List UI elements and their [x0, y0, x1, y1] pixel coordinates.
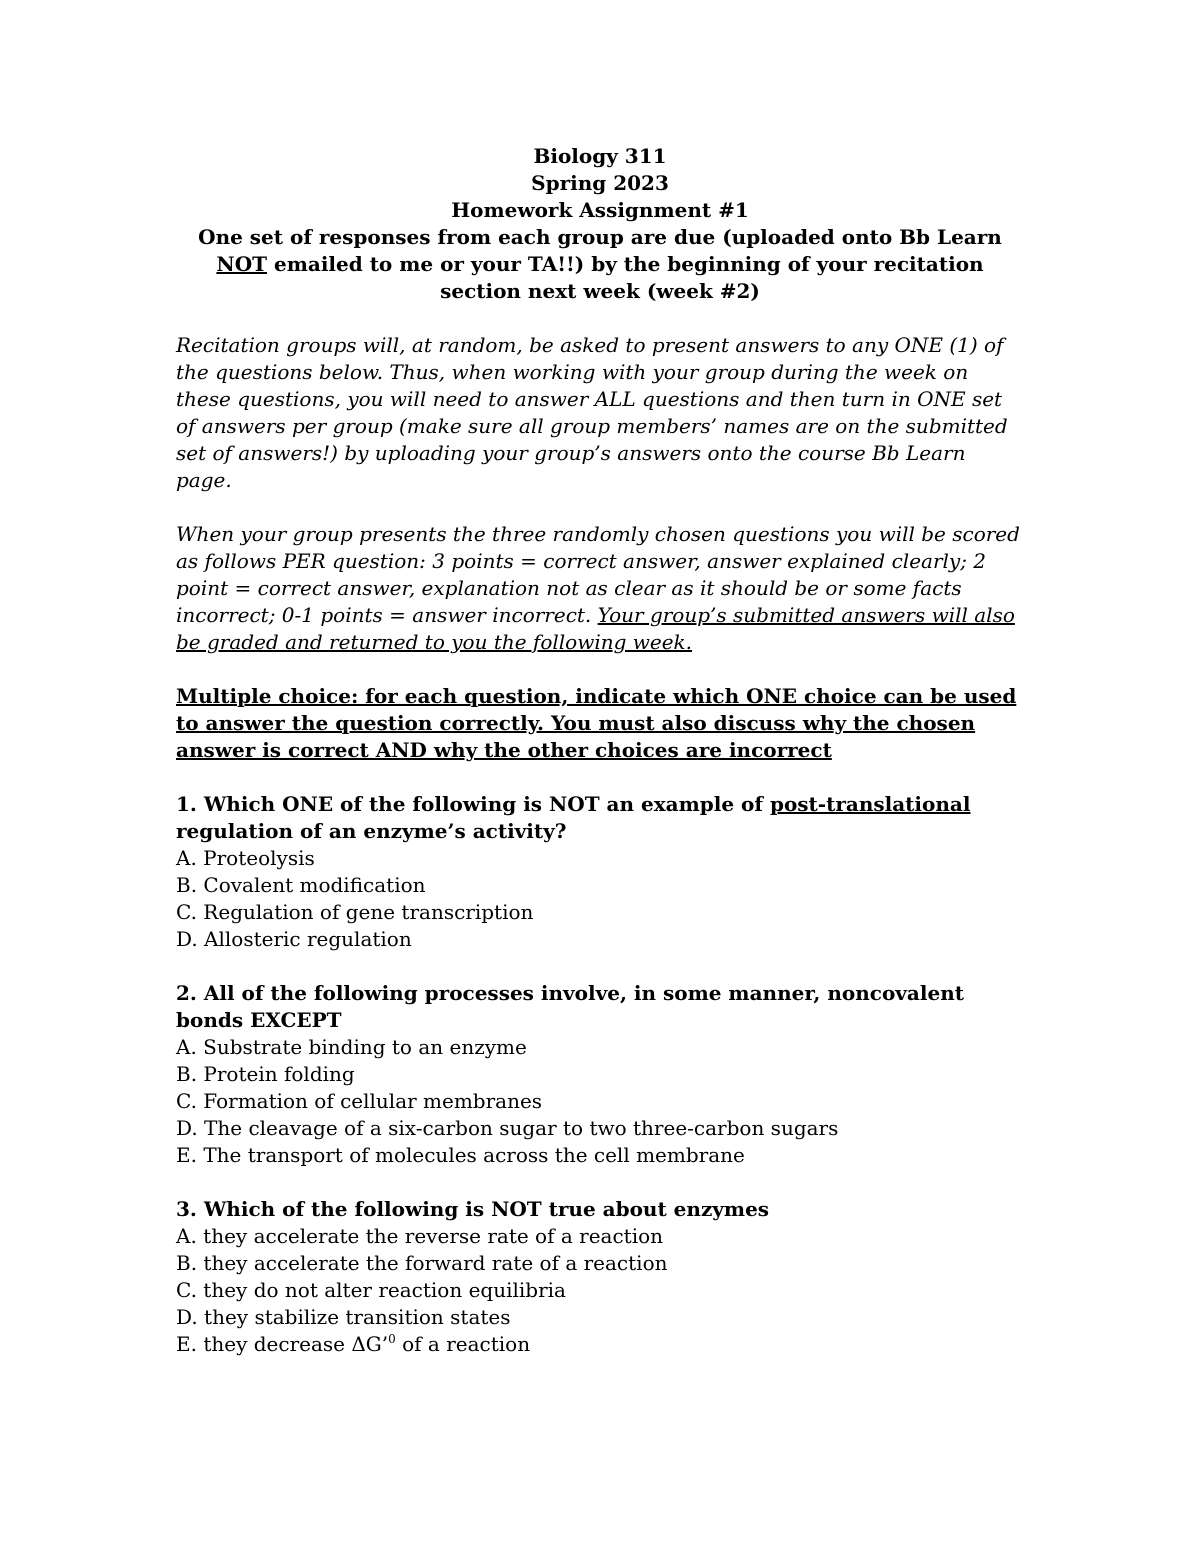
document-page	[176, 143, 1024, 1358]
question-3-option-e-start: E. they decrease ΔG’	[176, 1332, 389, 1356]
question-3-prompt: 3. Which of the following is NOT true about enzymes	[176, 1197, 770, 1221]
question-2-option-c: C. Formation of cellular membranes	[176, 1089, 543, 1113]
recitation-instructions: Recitation groups will, at random, be asked to present answers to any ONE (1) of the questions below. Thus, when working with your group during the week on these questions, you will need to answer ALL questions and then turn in ONE set of answers per group (make sure all group members’ names are on the submitted set of answers!) by uploading your group’s answers onto the course Bb Learn page.	[176, 333, 1008, 492]
question-2-option-e: E. The transport of molecules across the cell membrane	[176, 1143, 745, 1167]
multiple-choice-heading: Multiple choice: for each question, indicate which ONE choice can be used to answer the question correctly. You must also discuss why the chosen answer is correct AND why the other choices are incorrect	[176, 684, 1017, 762]
question-3-option-e-end: of a reaction	[395, 1332, 531, 1356]
question-3-option-e-superscript: 0	[388, 1332, 396, 1346]
question-3	[176, 1196, 1024, 1358]
question-2	[176, 980, 1024, 1169]
question-1-option-c: C. Regulation of gene transcription	[176, 900, 534, 924]
question-2-option-a: A. Substrate binding to an enzyme	[176, 1035, 527, 1059]
question-3-option-b: B. they accelerate the forward rate of a reaction	[176, 1251, 668, 1275]
question-1	[176, 791, 1024, 953]
question-1-prompt	[176, 791, 1024, 845]
due-text-part1: One set of responses from each group are due (uploaded onto Bb Learn	[198, 225, 1002, 249]
question-1-prompt-end: regulation of an enzyme’s activity?	[176, 819, 567, 843]
scoring-instructions	[176, 521, 1024, 656]
scoring-text: When your group presents the three randomly chosen questions you will be scored as follows PER question: 3 points = correct answer, answer explained clearly; 2 point = correct answer, explanation not as clear as it should be or some facts incorrect; 0-1 points = answer incorrect.	[176, 522, 1020, 627]
question-1-prompt-start: 1. Which ONE of the following is NOT an example of	[176, 792, 770, 816]
question-2-prompt: 2. All of the following processes involve, in some manner, noncovalent bonds EXCEPT	[176, 981, 964, 1032]
term-title: Spring 2023	[531, 171, 669, 195]
question-1-option-b: B. Covalent modification	[176, 873, 426, 897]
due-not-emphasis: NOT	[216, 252, 268, 276]
question-3-option-e	[176, 1331, 1024, 1358]
question-1-prompt-underlined: post-translational	[769, 792, 971, 816]
document-header	[176, 143, 1024, 305]
question-3-option-c: C. they do not alter reaction equilibria	[176, 1278, 566, 1302]
due-statement	[176, 224, 1024, 305]
question-3-option-a: A. they accelerate the reverse rate of a reaction	[176, 1224, 664, 1248]
course-title: Biology 311	[533, 144, 667, 168]
question-2-option-d: D. The cleavage of a six-carbon sugar to two three-carbon sugars	[176, 1116, 839, 1140]
assignment-title: Homework Assignment #1	[451, 198, 749, 222]
question-1-option-d: D. Allosteric regulation	[176, 927, 412, 951]
question-3-option-d: D. they stabilize transition states	[176, 1305, 511, 1329]
scoring-underlined-text: Your group’s submitted answers will also be graded and returned to you the following week.	[176, 603, 1015, 654]
question-2-option-b: B. Protein folding	[176, 1062, 355, 1086]
question-1-option-a: A. Proteolysis	[176, 846, 315, 870]
due-text-part2: emailed to me or your TA!!) by the beginning of your recitation section next week (week #2)	[267, 252, 984, 303]
